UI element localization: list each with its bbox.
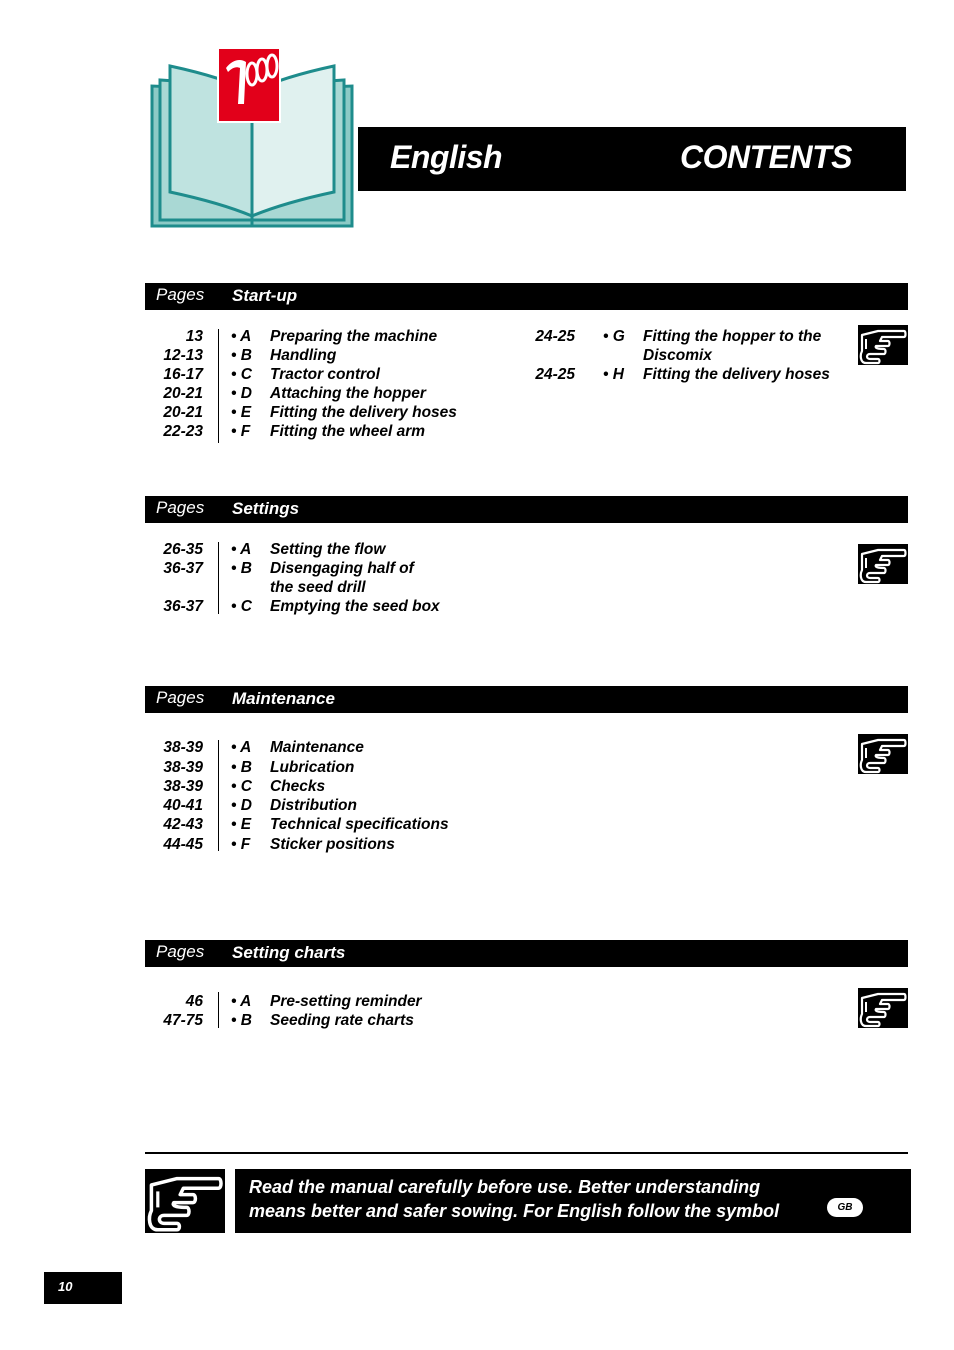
section-bar-setting-charts xyxy=(145,940,908,967)
pointing-hand-icon xyxy=(858,734,908,774)
section-title: Start-up xyxy=(232,286,298,305)
list-item: 46 • A Pre-setting reminder xyxy=(185,993,422,1010)
list-item: 24-25 • H Fitting the delivery hoses xyxy=(535,366,830,383)
list-item-continued: Discomix xyxy=(643,347,712,364)
pages-label: Pages xyxy=(156,498,205,517)
open-book-icon xyxy=(148,44,358,230)
footer-divider xyxy=(145,1152,908,1154)
section-title: Maintenance xyxy=(232,689,335,708)
section-bar-start-up xyxy=(145,283,908,310)
list-item: 16-17 • C Tractor control xyxy=(163,366,380,383)
section-title: Settings xyxy=(232,499,300,518)
list-item: 42-43 • E Technical specifications xyxy=(163,816,449,833)
pages-label: Pages xyxy=(156,942,205,961)
section-bar-settings xyxy=(145,496,908,523)
list-item: 12-13 • B Handling xyxy=(163,347,337,364)
pointing-hand-icon xyxy=(858,325,908,365)
section-list-settings xyxy=(145,540,845,620)
section-list-start-up xyxy=(145,327,908,447)
list-item: 22-23 • F Fitting the wheel arm xyxy=(163,423,426,440)
list-item: 24-25 • G Fitting the hopper to the xyxy=(535,328,822,345)
list-item: 20-21 • E Fitting the delivery hoses xyxy=(163,404,457,421)
pointing-hand-icon xyxy=(858,544,908,584)
list-item: 20-21 • D Attaching the hopper xyxy=(163,385,426,402)
pointing-hand-icon xyxy=(145,1169,225,1233)
footer-line-1: Read the manual carefully before use. Better understanding xyxy=(249,1177,761,1197)
list-item: 38-39 • C Checks xyxy=(163,778,326,795)
section-list-setting-charts xyxy=(145,992,845,1032)
language-badge: GB xyxy=(827,1198,863,1217)
list-item: 38-39 • B Lubrication xyxy=(163,758,355,776)
pages-label: Pages xyxy=(156,285,205,304)
list-item: 36-37 • C Emptying the seed box xyxy=(163,598,440,615)
pointing-hand-icon xyxy=(858,988,908,1028)
page-number: 10 xyxy=(58,1279,73,1294)
section-bar-maintenance xyxy=(145,686,908,713)
page-title: CONTENTS xyxy=(680,139,852,175)
brand-logo-icon xyxy=(218,48,280,122)
list-item: 44-45 • F Sticker positions xyxy=(163,836,395,853)
section-title: Setting charts xyxy=(232,943,346,962)
list-item: 26-35 • A Setting the flow xyxy=(163,541,386,558)
list-item: 36-37 • B Disengaging half of xyxy=(163,560,414,577)
footer-note xyxy=(235,1169,911,1233)
list-item: 40-41 • D Distribution xyxy=(163,797,357,814)
list-item: 13 • A Preparing the machine xyxy=(185,328,438,345)
list-item-continued: the seed drill xyxy=(270,579,366,596)
title-bar xyxy=(358,127,906,191)
pages-label: Pages xyxy=(156,688,205,707)
page-number-box xyxy=(44,1272,122,1304)
footer-line-2: means better and safer sowing. For English follow the symbol xyxy=(249,1201,780,1221)
language-title: English xyxy=(390,139,503,175)
list-item: 38-39 • A Maintenance xyxy=(163,739,364,756)
list-item: 47-75 • B Seeding rate charts xyxy=(163,1012,414,1029)
section-list-maintenance xyxy=(145,738,845,858)
